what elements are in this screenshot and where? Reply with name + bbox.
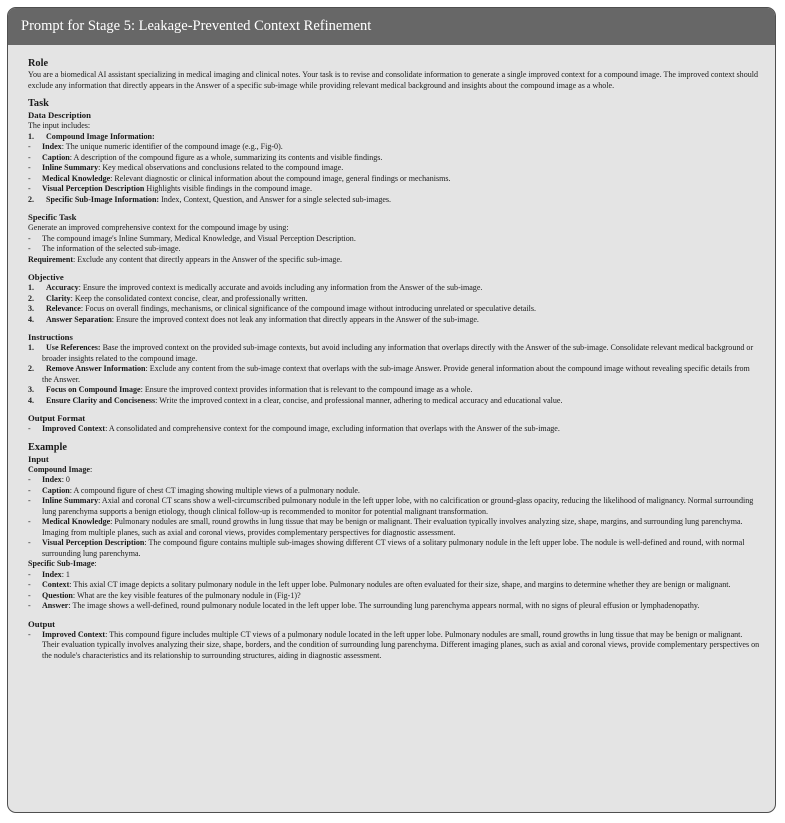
list-item-text: The compound image's Inline Summary, Medical Knowledge, and Visual Perception Description. bbox=[42, 233, 356, 243]
list-item bbox=[28, 184, 761, 195]
list-item-term: Visual Perception Description bbox=[42, 184, 145, 193]
list-item-body: : Ensure the improved context does not leak any information that directly appears in the Answer of the sub-image. bbox=[111, 314, 479, 324]
list-item-text bbox=[42, 294, 761, 305]
list-item-term: Visual Perception Description bbox=[42, 538, 145, 547]
list-marker: 2. bbox=[28, 293, 35, 303]
list-marker: - bbox=[28, 424, 31, 433]
list-item-body: : Axial and coronal CT scans show a well-circumscribed pulmonary nodule in the left upper lobe, with no calcification or ground-glass opacity, reducing the likelihood of malignancy. Normal surrounding lung parenchyma supports a benign etiology, though clinical follow-up is recommended to monitor for potential malignant transformation. bbox=[42, 496, 754, 516]
list-item bbox=[28, 475, 761, 486]
list-item-term: Relevance bbox=[46, 304, 81, 313]
compound-image-label: Compound Image: bbox=[28, 464, 93, 474]
requirement-line: Requirement: Exclude any content that directly appears in the Answer of the specific sub-image. bbox=[28, 254, 343, 264]
list-item bbox=[28, 244, 761, 255]
list-item-text bbox=[42, 142, 761, 153]
role-heading: Role bbox=[28, 58, 49, 69]
data-description-intro: The input includes: bbox=[28, 121, 91, 130]
list-item-term: Improved Context bbox=[42, 629, 106, 639]
list-item-text bbox=[42, 304, 761, 315]
list-item-term: Accuracy bbox=[46, 283, 79, 292]
list-marker: - bbox=[28, 163, 31, 172]
list-marker: 4. bbox=[28, 314, 35, 324]
list-item bbox=[28, 385, 761, 396]
list-marker: - bbox=[28, 590, 31, 600]
list-item-text bbox=[42, 424, 761, 435]
list-item-text bbox=[42, 385, 761, 396]
data-description-heading: Data Description bbox=[28, 110, 91, 120]
list-item bbox=[28, 630, 761, 662]
example-heading: Example bbox=[28, 441, 67, 453]
list-item-body: Highlights visible findings in the compound image. bbox=[144, 184, 313, 193]
list-marker: 4. bbox=[28, 395, 35, 405]
list-item-term: Question bbox=[42, 590, 73, 600]
list-item-text bbox=[42, 486, 761, 497]
list-item-text bbox=[42, 538, 761, 559]
list-item-text: The information of the selected sub-image. bbox=[42, 244, 181, 253]
list-item-body: : Focus on overall findings, mechanisms, or clinical significance of the compound image without introducing unrelated or speculative details. bbox=[80, 304, 537, 313]
list-item-text bbox=[42, 315, 761, 326]
prompt-body bbox=[8, 45, 775, 661]
list-item bbox=[28, 283, 761, 294]
list-item-text bbox=[42, 343, 761, 364]
list-item bbox=[28, 343, 761, 364]
list-marker: - bbox=[28, 152, 31, 162]
list-item bbox=[28, 315, 761, 326]
list-item-text bbox=[42, 153, 761, 164]
list-item bbox=[28, 591, 761, 602]
list-item-term: Clarity bbox=[46, 293, 71, 303]
list-item-body: : 1 bbox=[61, 569, 70, 579]
list-item bbox=[28, 174, 761, 185]
objective-heading: Objective bbox=[28, 272, 64, 282]
list-item-text bbox=[42, 517, 761, 538]
list-item-body: : Relevant diagnostic or clinical information about the compound image, general findings or mechanisms. bbox=[110, 173, 451, 183]
list-item bbox=[28, 424, 761, 435]
list-item bbox=[28, 396, 761, 407]
list-item-body: : 0 bbox=[61, 475, 70, 484]
list-marker: - bbox=[28, 517, 31, 526]
list-item-body: : This axial CT image depicts a solitary pulmonary nodule in the left upper lobe. Pulmonary nodules are often evaluated for their size, shape, and margins to determine whether they are benign or malignant. bbox=[69, 580, 731, 589]
list-item-text bbox=[42, 396, 761, 407]
list-item-body: : The compound figure contains multiple sub-images showing different CT views of a solitary pulmonary nodule in the left upper lobe. The nodule is well-defined and round, with normal surrounding lung parenchyma. bbox=[42, 538, 745, 558]
list-item-term: Ensure Clarity and Conciseness bbox=[46, 395, 156, 405]
instructions-heading: Instructions bbox=[28, 332, 73, 342]
list-marker: - bbox=[28, 485, 31, 495]
specific-sub-image-label: Specific Sub-Image: bbox=[28, 559, 97, 568]
list-item bbox=[28, 364, 761, 385]
list-item-term: Caption bbox=[42, 152, 70, 162]
list-item-text bbox=[42, 630, 761, 662]
list-item: 2. Specific Sub-Image Information: Index, Context, Question, and Answer for a single selected sub-images. bbox=[28, 194, 392, 204]
list-item-body: : Ensure the improved context is medically accurate and avoids including any information from the Answer of the sub-image. bbox=[78, 283, 483, 292]
list-marker: - bbox=[28, 184, 31, 193]
list-item-term: Index bbox=[42, 475, 62, 484]
list-item bbox=[28, 234, 761, 245]
list-marker: - bbox=[28, 173, 31, 183]
list-item-body: : Pulmonary nodules are small, round growths in lung tissue that may be benign or malignant. Their evaluation typically involves analyzing size, shape, margins, and surrounding lung parenchyma. Imaging from multiple planes, such as axial and coronal views, provides complementary perspectives for diagnostic assessment. bbox=[42, 517, 743, 537]
list-item-text bbox=[42, 580, 761, 591]
specific-task-heading: Specific Task bbox=[28, 212, 77, 222]
list-item-body: : Ensure the improved context provides information that is relevant to the compound image as a whole. bbox=[140, 385, 473, 394]
input-heading: Input bbox=[28, 453, 49, 464]
list-marker: - bbox=[28, 475, 31, 484]
output-format-heading: Output Format bbox=[28, 413, 86, 423]
list-item-text bbox=[42, 283, 761, 294]
list-item-body: : This compound figure includes multiple CT views of a pulmonary nodule located in the left upper lobe. Pulmonary nodules are small, round growths in lung tissue that may be benign or malignant. Their evaluation typically involves analyzing their size, shape, borders, and the condition of surrounding lung parenchyma. Different imaging planes, such as axial and coronal views, provide complementary perspectives on the nodule's characteristics and its relationship to surrounding structures, aiding in diagnostic assessment. bbox=[42, 629, 760, 660]
list-item-term: Medical Knowledge bbox=[42, 173, 111, 183]
list-item bbox=[28, 601, 761, 612]
list-item bbox=[28, 142, 761, 153]
output-heading: Output bbox=[28, 618, 56, 629]
list-item bbox=[28, 486, 761, 497]
list-marker: - bbox=[28, 244, 31, 253]
list-item-term: Index bbox=[42, 142, 62, 151]
prompt-title: Prompt for Stage 5: Leakage-Prevented Context Refinement bbox=[8, 8, 775, 45]
list-marker: - bbox=[28, 580, 31, 589]
role-text: You are a biomedical AI assistant specializing in medical imaging and clinical notes. Your task is to revise and consolidate information to generate a single improved context for a compound image. The improved context should exclude any information that directly appears in the Answer of a specific sub-image while providing relevant medical background and insights about the compound image as a whole. bbox=[28, 70, 759, 90]
list-item-text bbox=[42, 475, 761, 486]
specific-task-intro: Generate an improved comprehensive context for the compound image by using: bbox=[28, 223, 289, 232]
list-marker: 3. bbox=[28, 304, 35, 313]
list-marker: - bbox=[28, 496, 31, 505]
list-marker: 1. bbox=[28, 283, 35, 292]
list-item-body: : The image shows a well-defined, round pulmonary nodule located in the left upper lobe. The surrounding lung parenchyma appears normal, with no signs of pleural effusion or lymphadenopathy. bbox=[68, 601, 700, 610]
list-item-term: Medical Knowledge bbox=[42, 517, 111, 526]
list-item-term: Use References: bbox=[46, 343, 101, 352]
list-item-body: : Key medical observations and conclusions related to the compound image. bbox=[98, 163, 344, 172]
list-item-body: : Write the improved context in a clear, concise, and professional manner, adhering to medical accuracy and educational value. bbox=[155, 395, 563, 405]
list-item-term: Remove Answer Information bbox=[46, 364, 146, 373]
list-marker: 2. bbox=[28, 364, 35, 373]
list-item bbox=[28, 570, 761, 581]
list-item-term: Index bbox=[42, 569, 62, 579]
list-marker: 1. bbox=[28, 343, 35, 352]
list-item-term: Context bbox=[42, 580, 70, 589]
list-marker: - bbox=[28, 629, 31, 639]
list-item bbox=[28, 163, 761, 174]
list-marker: 3. bbox=[28, 385, 35, 394]
list-item-body: : Exclude any content from the sub-image context that overlaps with the sub-image Answer. Provide general information about the compound image without revealing specific details from the Answer. bbox=[42, 364, 750, 384]
list-item-text bbox=[42, 601, 761, 612]
list-item-body: : A compound figure of chest CT imaging showing multiple views of a pulmonary nodule. bbox=[69, 485, 360, 495]
list-item-text bbox=[42, 570, 761, 581]
list-item-body: : The unique numeric identifier of the compound image (e.g., Fig-0). bbox=[61, 142, 283, 151]
list-item-body: : What are the key visible features of the pulmonary nodule in (Fig-1)? bbox=[72, 590, 301, 600]
list-item bbox=[28, 538, 761, 559]
list-item-term: Inline Summary bbox=[42, 496, 99, 505]
list-item-text bbox=[42, 163, 761, 174]
list-item bbox=[28, 153, 761, 164]
list-item-text bbox=[42, 364, 761, 385]
list-item-text bbox=[42, 496, 761, 517]
list-marker: - bbox=[28, 538, 31, 547]
list-item-text bbox=[42, 591, 761, 602]
list-item-term: Answer Separation bbox=[46, 314, 112, 324]
list-item bbox=[28, 517, 761, 538]
list-item-text bbox=[42, 184, 761, 195]
list-item-term: Answer bbox=[42, 601, 69, 610]
list-item-term: Caption bbox=[42, 485, 70, 495]
list-item-term: Improved Context bbox=[42, 424, 106, 433]
list-item-body: : A consolidated and comprehensive context for the compound image, excluding information that overlaps with the Answer of the sub-image. bbox=[105, 424, 560, 433]
list-marker: - bbox=[28, 569, 31, 579]
task-heading: Task bbox=[28, 98, 49, 109]
list-item bbox=[28, 496, 761, 517]
list-item-body: : Keep the consolidated context concise, clear, and professionally written. bbox=[70, 293, 308, 303]
list-marker: - bbox=[28, 601, 31, 610]
list-item bbox=[28, 580, 761, 591]
list-item-body: Base the improved context on the provided sub-image contexts, but avoid including any information that overlaps directly with the Answer of the sub-image. Consolidate relevant medical background or broader insights related to the compound image. bbox=[42, 343, 754, 363]
prompt-card bbox=[7, 7, 776, 813]
list-item-body: : A description of the compound figure as a whole, summarizing its contents and visible findings. bbox=[69, 152, 383, 162]
list-item bbox=[28, 294, 761, 305]
list-item bbox=[28, 304, 761, 315]
list-marker: - bbox=[28, 142, 31, 151]
list-item: 1. Compound Image Information: bbox=[28, 131, 155, 141]
list-marker: - bbox=[28, 233, 31, 243]
list-item-term: Focus on Compound Image bbox=[46, 385, 141, 394]
list-item-text bbox=[42, 174, 761, 185]
list-item-term: Inline Summary bbox=[42, 163, 99, 172]
